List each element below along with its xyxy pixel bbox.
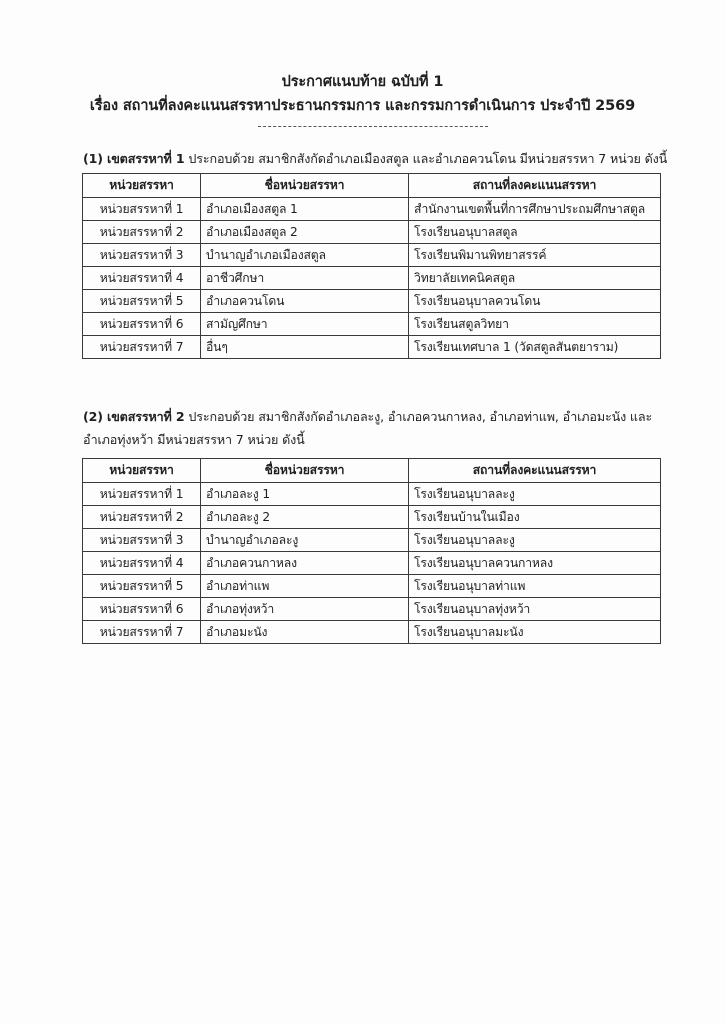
section-2-heading [83, 405, 673, 451]
cell-unit: หน่วยสรรหาที่ 4 [83, 552, 201, 575]
cell-voting-place: โรงเรียนอนุบาลควนกาหลง [409, 552, 661, 575]
cell-unit-name: สามัญศึกษา [201, 313, 409, 336]
section-2-heading-line-1 [83, 405, 673, 428]
column-header-voting-place: สถานที่ลงคะแนนสรรหา [409, 174, 661, 198]
table-header-row [83, 459, 661, 483]
cell-voting-place: โรงเรียนอนุบาลละงู [409, 483, 661, 506]
cell-unit-name: อาชีวศึกษา [201, 267, 409, 290]
section-1-description: ประกอบด้วย สมาชิกสังกัดอำเภอเมืองสตูล และอำเภอควนโดน มีหน่วยสรรหา 7 หน่วย ดังนี้ [184, 151, 668, 166]
cell-voting-place: วิทยาลัยเทคนิคสตูล [409, 267, 661, 290]
cell-voting-place: โรงเรียนบ้านในเมือง [409, 506, 661, 529]
cell-unit-name: อำเภอละงู 1 [201, 483, 409, 506]
cell-voting-place: โรงเรียนเทศบาล 1 (วัดสตูลสันตยาราม) [409, 336, 661, 359]
cell-unit-name: อำเภอมะนัง [201, 621, 409, 644]
table-row [83, 598, 661, 621]
cell-unit-name: อำเภอละงู 2 [201, 506, 409, 529]
table-row [83, 244, 661, 267]
cell-unit: หน่วยสรรหาที่ 1 [83, 198, 201, 221]
cell-unit-name: บำนาญอำเภอละงู [201, 529, 409, 552]
cell-unit: หน่วยสรรหาที่ 7 [83, 621, 201, 644]
table-row [83, 552, 661, 575]
document-subject: เรื่อง สถานที่ลงคะแนนสรรหาประธานกรรมการ และกรรมการดำเนินการ ประจำปี 2569 [89, 98, 636, 114]
table-row [83, 336, 661, 359]
cell-unit: หน่วยสรรหาที่ 1 [83, 483, 201, 506]
cell-voting-place: โรงเรียนอนุบาลท่าแพ [409, 575, 661, 598]
cell-unit-name: อำเภอควนโดน [201, 290, 409, 313]
cell-unit-name: อำเภอเมืองสตูล 2 [201, 221, 409, 244]
cell-voting-place: โรงเรียนอนุบาลมะนัง [409, 621, 661, 644]
section-2-label: (2) เขตสรรหาที่ 2 [83, 409, 185, 424]
document-title: ประกาศแนบท้าย ฉบับที่ 1 [281, 74, 444, 90]
cell-voting-place: โรงเรียนอนุบาลละงู [409, 529, 661, 552]
cell-unit: หน่วยสรรหาที่ 3 [83, 529, 201, 552]
cell-voting-place: โรงเรียนพิมานพิทยาสรรค์ [409, 244, 661, 267]
table-header-row [83, 174, 661, 198]
cell-unit-name: อำเภอควนกาหลง [201, 552, 409, 575]
cell-unit-name: อำเภอเมืองสตูล 1 [201, 198, 409, 221]
table-row [83, 198, 661, 221]
cell-voting-place: โรงเรียนสตูลวิทยา [409, 313, 661, 336]
table-row [83, 483, 661, 506]
table-row [83, 529, 661, 552]
section-2-description: ประกอบด้วย สมาชิกสังกัดอำเภอละงู, อำเภอควนกาหลง, อำเภอท่าแพ, อำเภอมะนัง และ [184, 409, 653, 424]
cell-unit-name: บำนาญอำเภอเมืองสตูล [201, 244, 409, 267]
cell-unit: หน่วยสรรหาที่ 2 [83, 221, 201, 244]
cell-voting-place: โรงเรียนอนุบาลทุ่งหว้า [409, 598, 661, 621]
cell-unit: หน่วยสรรหาที่ 2 [83, 506, 201, 529]
cell-unit: หน่วยสรรหาที่ 6 [83, 598, 201, 621]
cell-voting-place: โรงเรียนอนุบาลควนโดน [409, 290, 661, 313]
table-row [83, 267, 661, 290]
section-2-heading-line-2: อำเภอทุ่งหว้า มีหน่วยสรรหา 7 หน่วย ดังนี้ [83, 432, 305, 447]
column-header-unit: หน่วยสรรหา [83, 174, 201, 198]
table-row [83, 221, 661, 244]
cell-unit: หน่วยสรรหาที่ 5 [83, 575, 201, 598]
cell-unit-name: อำเภอท่าแพ [201, 575, 409, 598]
column-header-voting-place: สถานที่ลงคะแนนสรรหา [409, 459, 661, 483]
cell-unit: หน่วยสรรหาที่ 6 [83, 313, 201, 336]
column-header-unit-name: ชื่อหน่วยสรรหา [201, 459, 409, 483]
section-2-table [82, 458, 661, 644]
table-row [83, 290, 661, 313]
column-header-unit: หน่วยสรรหา [83, 459, 201, 483]
section-1-table [82, 173, 661, 359]
cell-unit: หน่วยสรรหาที่ 3 [83, 244, 201, 267]
table-row [83, 506, 661, 529]
section-1-label: (1) เขตสรรหาที่ 1 [83, 151, 185, 166]
column-header-unit-name: ชื่อหน่วยสรรหา [201, 174, 409, 198]
cell-unit: หน่วยสรรหาที่ 5 [83, 290, 201, 313]
table-row [83, 575, 661, 598]
title-divider [258, 126, 488, 127]
cell-unit: หน่วยสรรหาที่ 7 [83, 336, 201, 359]
cell-unit-name: อื่นๆ [201, 336, 409, 359]
cell-voting-place: โรงเรียนอนุบาลสตูล [409, 221, 661, 244]
table-row [83, 621, 661, 644]
cell-unit-name: อำเภอทุ่งหว้า [201, 598, 409, 621]
section-1-heading [83, 147, 673, 170]
table-row [83, 313, 661, 336]
cell-voting-place: สำนักงานเขตพื้นที่การศึกษาประถมศึกษาสตูล [409, 198, 661, 221]
cell-unit: หน่วยสรรหาที่ 4 [83, 267, 201, 290]
